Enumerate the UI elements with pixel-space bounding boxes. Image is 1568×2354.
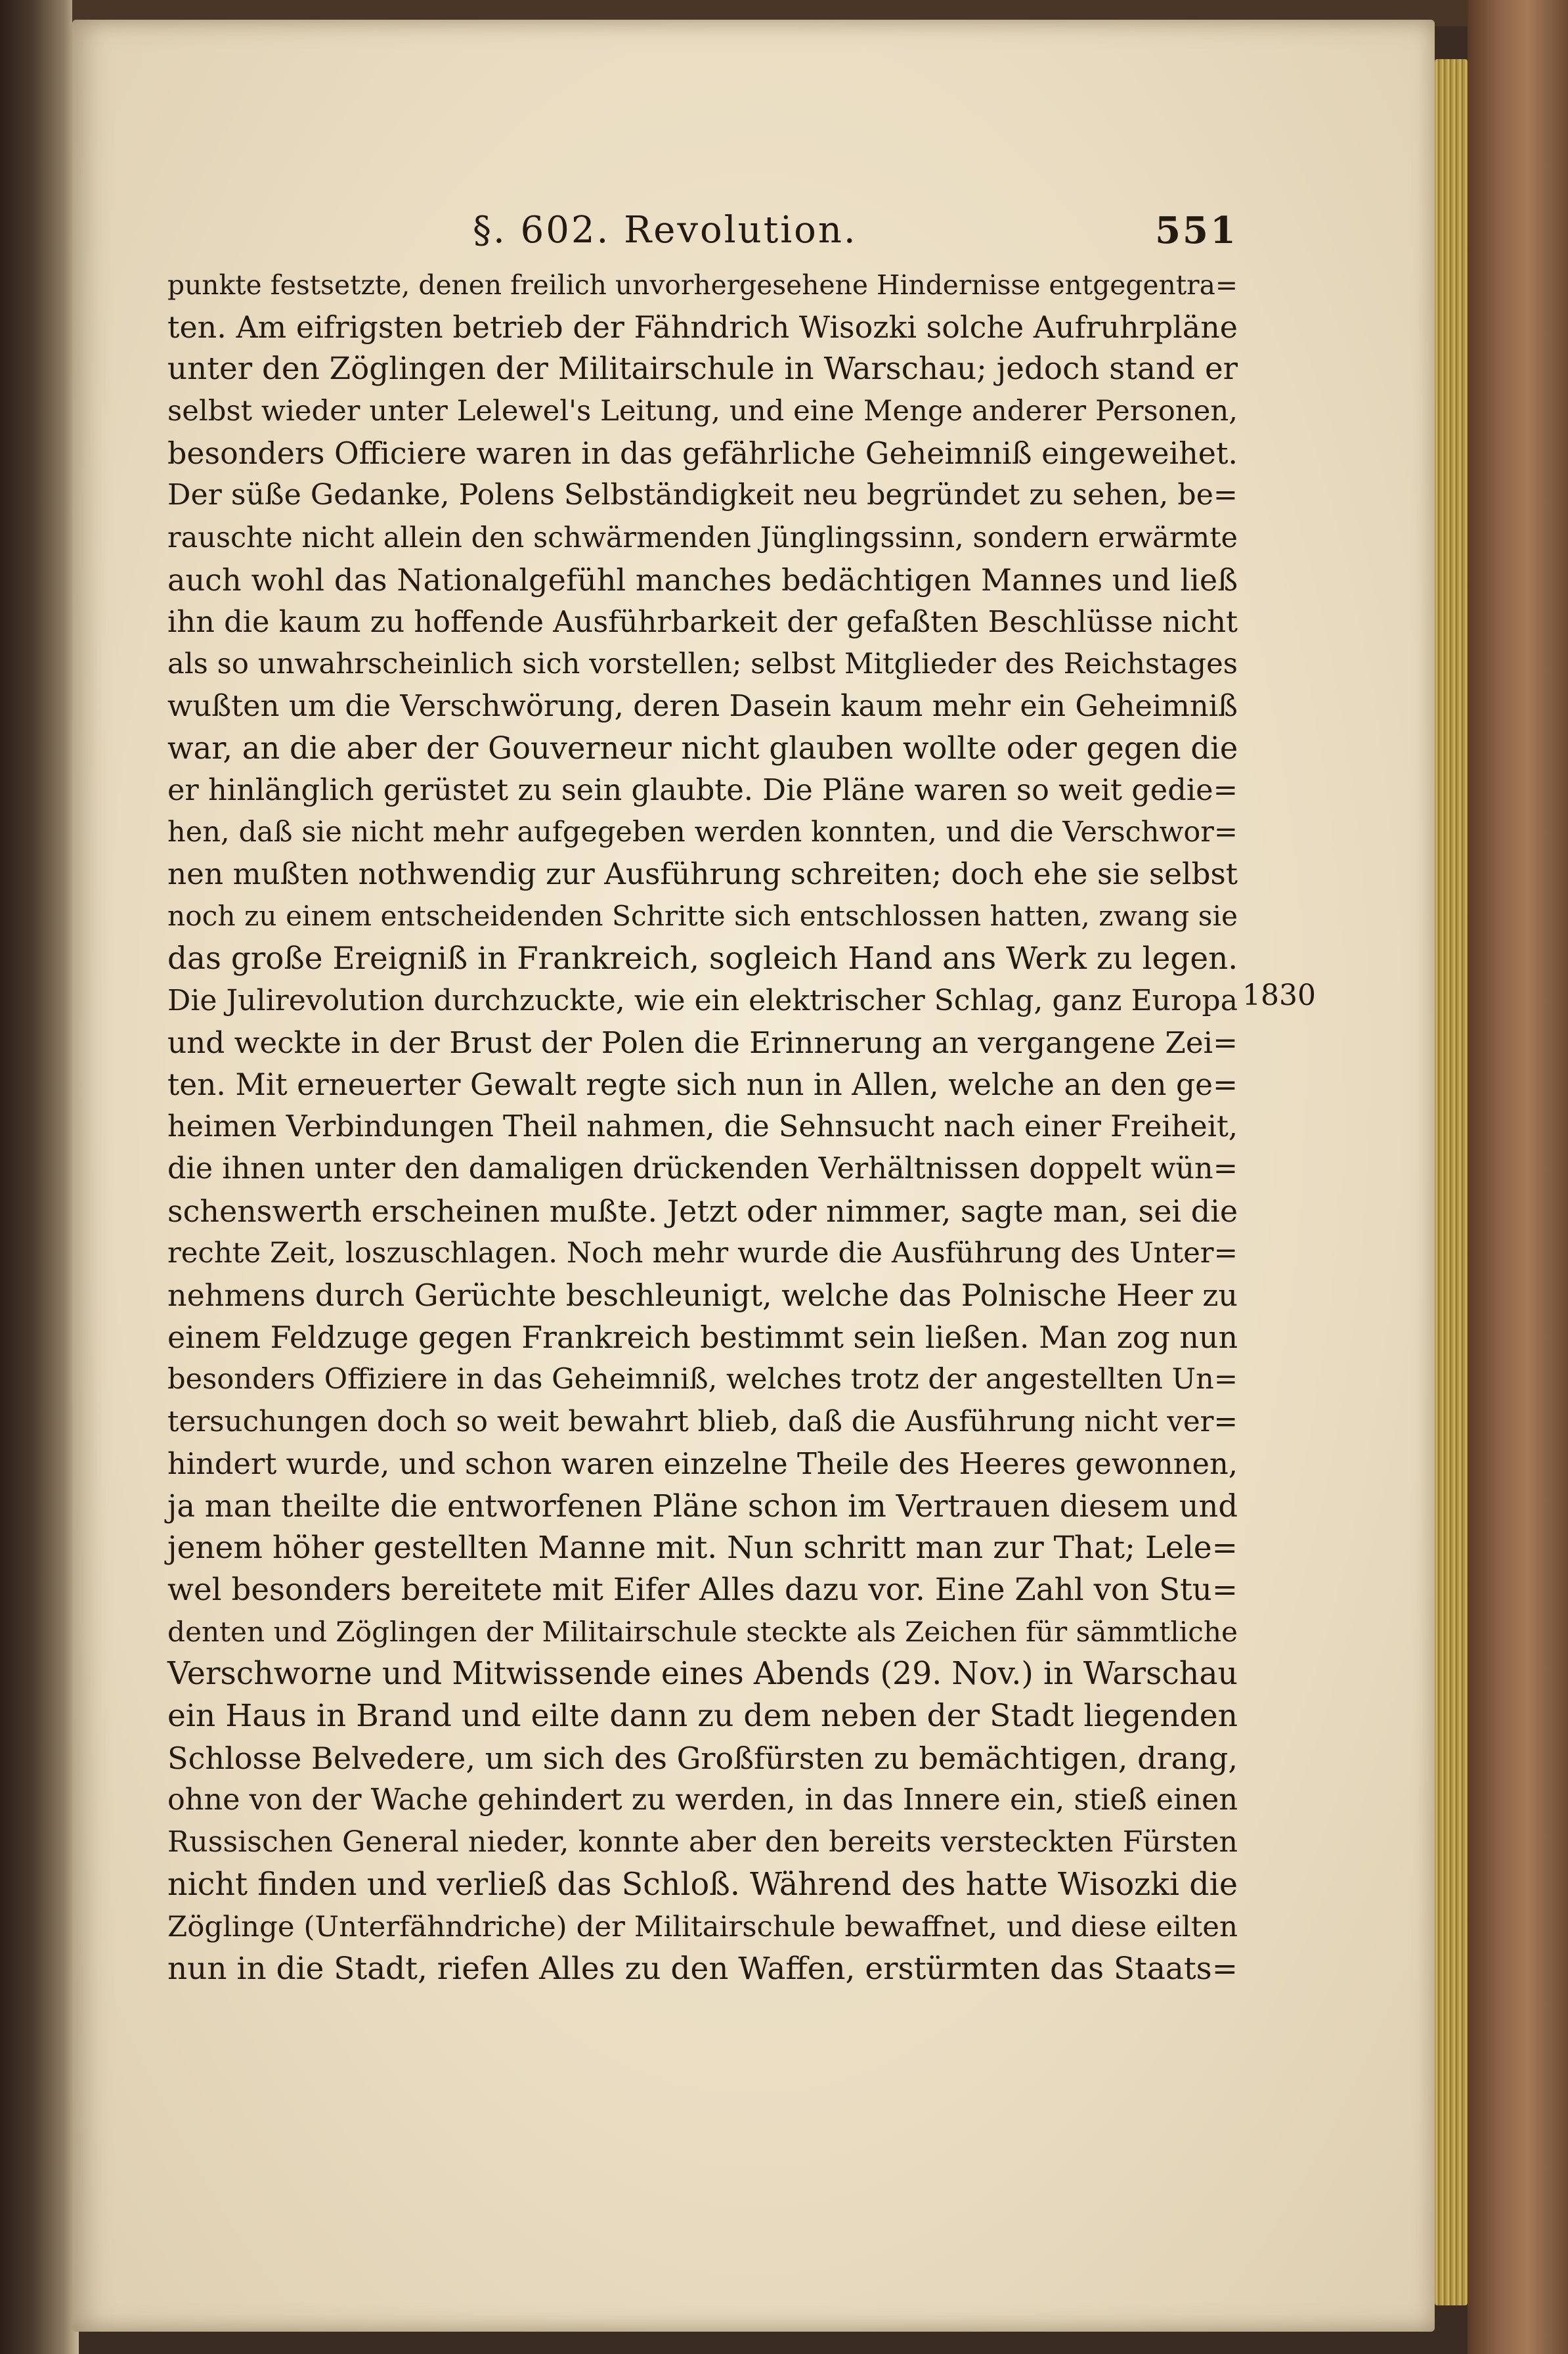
- text-line: Der süße Gedanke, Polens Selbständigkeit neu begründet zu sehen, be=: [167, 478, 1238, 512]
- text-line: ein Haus in Brand und eilte dann zu dem neben der Stadt liegenden: [167, 1698, 1238, 1735]
- text-line: denten und Zöglingen der Militairschule steckte als Zeichen für sämmtliche: [167, 1616, 1238, 1648]
- text-line: als so unwahrscheinlich sich vorstellen; selbst Mitglieder des Reichstages: [167, 647, 1238, 680]
- text-line: ja man theilte die entworfenen Pläne schon im Vertrauen diesem und: [167, 1488, 1238, 1524]
- text-line: Zöglinge (Unterfähndriche) der Militairschule bewaffnet, und diese eilten: [167, 1910, 1238, 1943]
- text-line: rauschte nicht allein den schwärmenden Jünglingssinn, sondern erwärmte: [167, 521, 1238, 554]
- text-line: war, an die aber der Gouverneur nicht glauben wollte oder gegen die: [167, 730, 1238, 766]
- text-line: Verschworne und Mitwissende eines Abends (29. Nov.) in Warschau: [167, 1656, 1238, 1693]
- text-line: ten. Mit erneuerter Gewalt regte sich nun in Allen, welche an den ge=: [167, 1067, 1238, 1102]
- text-line: Die Julirevolution durchzuckte, wie ein elektrischer Schlag, ganz Europa: [167, 983, 1238, 1017]
- text-line: nen mußten nothwendig zur Ausführung schreiten; doch ehe sie selbst: [167, 856, 1238, 892]
- text-line: besonders Offiziere in das Geheimniß, welches trotz der angestellten Un=: [167, 1363, 1238, 1396]
- text-line: noch zu einem entscheidenden Schritte sich entschlossen hatten, zwang sie: [167, 900, 1238, 933]
- text-line: nun in die Stadt, riefen Alles zu den Waffen, erstürmten das Staats=: [167, 1951, 1238, 1987]
- text-line: das große Ereigniß in Frankreich, sogleich Hand ans Werk zu legen.: [167, 941, 1238, 977]
- text-line: Russischen General nieder, konnte aber den bereits versteckten Fürsten: [167, 1825, 1238, 1859]
- running-header: [167, 209, 1238, 261]
- adjacent-page-edge: [0, 0, 79, 2354]
- text-line: tersuchungen doch so weit bewahrt blieb, daß die Ausführung nicht ver=: [167, 1405, 1238, 1438]
- text-line: selbst wieder unter Lelewel's Leitung, und eine Menge anderer Personen,: [167, 395, 1238, 428]
- text-line: wußten um die Verschwörung, deren Dasein kaum mehr ein Geheimniß: [167, 688, 1238, 723]
- text-line: punkte festsetzte, denen freilich unvorhergesehene Hindernisse entgegentra=: [167, 269, 1238, 301]
- text-line: einem Feldzuge gegen Frankreich bestimmt sein ließen. Man zog nun: [167, 1320, 1238, 1356]
- text-line: er hinlänglich gerüstet zu sein glaubte. Die Pläne waren so weit gedie=: [167, 773, 1238, 808]
- text-line: die ihnen unter den damaligen drückenden Verhältnissen doppelt wün=: [167, 1151, 1238, 1186]
- text-line: nehmens durch Gerüchte beschleunigt, welche das Polnische Heer zu: [167, 1277, 1238, 1314]
- margin-year-note: 1830: [1242, 979, 1316, 1012]
- text-line: auch wohl das Nationalgefühl manches bedächtigen Mannes und ließ: [167, 562, 1238, 598]
- text-line: besonders Officiere waren in das gefährliche Geheimniß eingeweihet.: [167, 435, 1238, 472]
- gilt-page-edges: [1435, 59, 1468, 2305]
- text-line: ten. Am eifrigsten betrieb der Fähndrich Wisozki solche Aufruhrpläne: [167, 309, 1238, 345]
- text-line: unter den Zöglingen der Militairschule in Warschau; jedoch stand er: [167, 351, 1238, 388]
- body-text: [167, 264, 1238, 1990]
- section-title: §. 602. Revolution.: [473, 209, 858, 252]
- text-line: jenem höher gestellten Manne mit. Nun schritt man zur That; Lele=: [167, 1529, 1238, 1566]
- text-line: hindert wurde, und schon waren einzelne Theile des Heeres gewonnen,: [167, 1446, 1238, 1481]
- text-line: hen, daß sie nicht mehr aufgegeben werden konnten, und die Verschwor=: [167, 816, 1238, 849]
- text-line: schenswerth erscheinen mußte. Jetzt oder nimmer, sagte man, sei die: [167, 1193, 1238, 1230]
- book-cover-spine: [1468, 0, 1568, 2354]
- text-line: heimen Verbindungen Theil nahmen, die Sehnsucht nach einer Freiheit,: [167, 1109, 1238, 1144]
- text-line: rechte Zeit, loszuschlagen. Noch mehr wurde die Ausführung des Unter=: [167, 1237, 1238, 1270]
- page-number: 551: [1155, 209, 1238, 252]
- text-line: Schlosse Belvedere, um sich des Großfürsten zu bemächtigen, drang,: [167, 1741, 1238, 1777]
- text-line: ohne von der Wache gehindert zu werden, in das Innere ein, stieß einen: [167, 1783, 1238, 1817]
- text-line: und weckte in der Brust der Polen die Erinnerung an vergangene Zei=: [167, 1025, 1238, 1060]
- text-line: nicht finden und verließ das Schloß. Während des hatte Wisozki die: [167, 1866, 1238, 1903]
- text-line: wel besonders bereitete mit Eifer Alles dazu vor. Eine Zahl von Stu=: [167, 1572, 1238, 1608]
- text-line: ihn die kaum zu hoffende Ausführbarkeit der gefaßten Beschlüsse nicht: [167, 604, 1238, 639]
